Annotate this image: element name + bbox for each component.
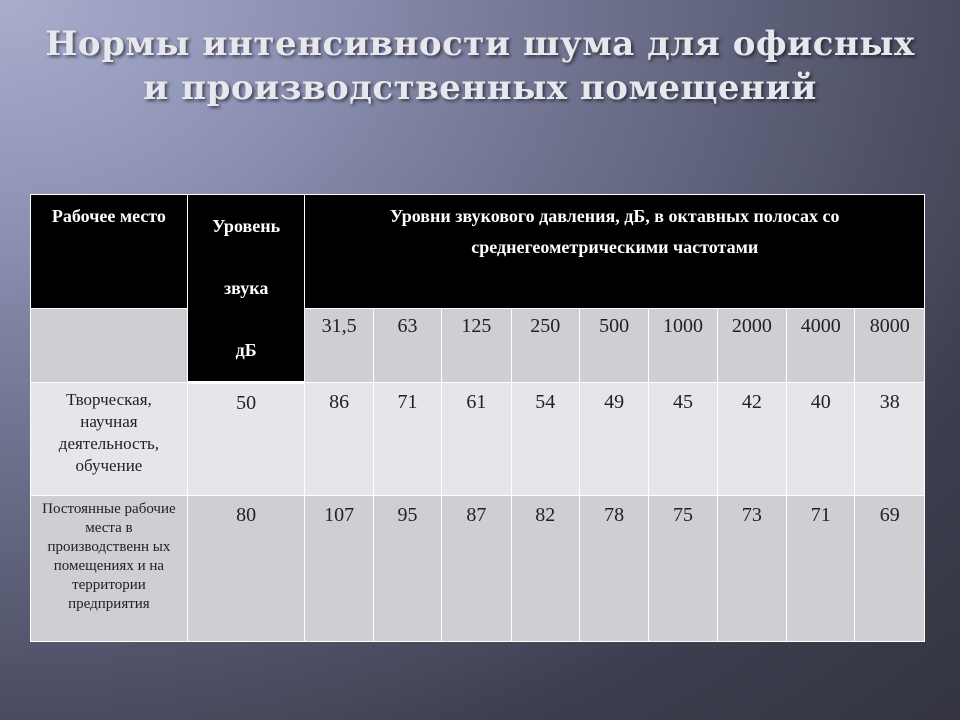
- row-sound-level: 80: [187, 496, 305, 642]
- value-cell: 86: [305, 383, 373, 496]
- freq-cell: 250: [511, 308, 579, 382]
- value-cell: 45: [649, 383, 717, 496]
- value-cell: 73: [717, 496, 786, 642]
- freq-cell: 2000: [717, 308, 786, 382]
- freq-row-empty-cell: [31, 308, 188, 382]
- value-cell: 42: [717, 383, 786, 496]
- slide-title-line-1: Нормы интенсивности шума для офисных: [45, 24, 915, 64]
- value-cell: 87: [442, 496, 511, 642]
- value-cell: 38: [855, 383, 925, 496]
- noise-norms-table: [30, 194, 925, 642]
- freq-cell: 8000: [855, 308, 925, 382]
- row-sound-level: 50: [187, 383, 305, 496]
- value-cell: 61: [442, 383, 511, 496]
- value-cell: 49: [579, 383, 648, 496]
- freq-cell: 63: [373, 308, 441, 382]
- value-cell: 95: [373, 496, 441, 642]
- header-sound-level-line-3: дБ: [235, 340, 257, 360]
- header-workplace: Рабочее место: [31, 195, 188, 309]
- value-cell: 71: [373, 383, 441, 496]
- row-label: Постоянные рабочие места в производственн ых помещениях и на территории предприятия: [31, 496, 188, 642]
- header-sound-level-line-1: Уровень: [212, 216, 281, 236]
- header-sound-level: [187, 195, 305, 383]
- header-sound-pressure: Уровни звукового давления, дБ, в октавных полосах со среднегеометрическими частотами: [305, 195, 925, 309]
- freq-cell: 500: [579, 308, 648, 382]
- value-cell: 75: [649, 496, 717, 642]
- value-cell: 40: [787, 383, 855, 496]
- freq-cell: 31,5: [305, 308, 373, 382]
- slide-title-line-2: и производственных помещений: [143, 68, 817, 108]
- value-cell: 82: [511, 496, 579, 642]
- freq-cell: 1000: [649, 308, 717, 382]
- value-cell: 69: [855, 496, 925, 642]
- header-sound-level-line-2: звука: [223, 278, 269, 298]
- slide-title: [0, 22, 960, 110]
- value-cell: 78: [579, 496, 648, 642]
- value-cell: 71: [787, 496, 855, 642]
- freq-cell: 4000: [787, 308, 855, 382]
- row-label: Творческая, научная деятельность, обучение: [31, 383, 188, 496]
- value-cell: 107: [305, 496, 373, 642]
- freq-cell: 125: [442, 308, 511, 382]
- value-cell: 54: [511, 383, 579, 496]
- table-row: [31, 496, 925, 642]
- table-row: [31, 383, 925, 496]
